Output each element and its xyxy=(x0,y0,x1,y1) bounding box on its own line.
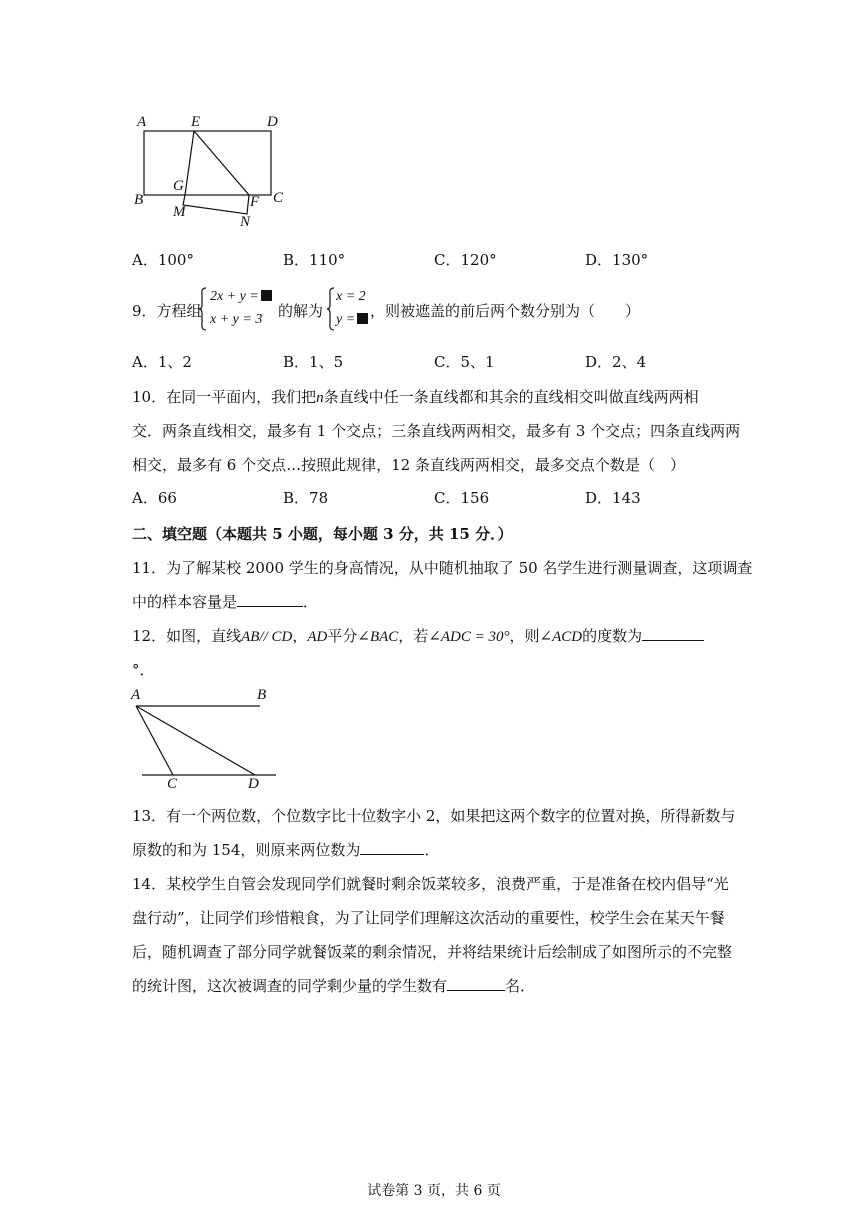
q14-line-3: 后，随机调查了部分同学就餐饭菜的剩余情况，并将结果统计后绘制成了如图所示的不完整 xyxy=(132,943,733,961)
masked-number-2 xyxy=(357,313,368,324)
q8-option-d: D．130° xyxy=(585,251,649,269)
q12-line-1: 12．如图，直线AB// CD，AD平分∠BAC，若∠ADC = 30°，则∠ACD的度数为 xyxy=(132,626,704,647)
q9-option-b: B．1、5 xyxy=(283,353,344,371)
label-M: M xyxy=(173,204,186,220)
q9-equation-2: x + y = 3 xyxy=(210,312,263,327)
q14-answer-blank[interactable] xyxy=(447,976,505,991)
q13-answer-blank[interactable] xyxy=(360,840,424,855)
fig2-label-B: B xyxy=(257,687,267,703)
label-N: N xyxy=(240,214,251,230)
left-brace-icon-2 xyxy=(326,287,336,331)
q12-line-2: °． xyxy=(132,661,155,679)
q8-option-a: A．100° xyxy=(132,251,194,269)
figure-parallel-lines xyxy=(128,698,288,788)
q10-line-3: 相交，最多有 6 个交点…按照此规律，12 条直线两两相交，最多交点个数是（ ） xyxy=(132,456,685,474)
q9-mid: 的解为 xyxy=(278,302,324,320)
fig2-label-C: C xyxy=(167,776,178,792)
q9-option-d: D．2、4 xyxy=(585,353,647,371)
label-G: G xyxy=(173,178,184,194)
q10-line-2: 交．两条直线相交，最多有 1 个交点；三条直线两两相交，最多有 3 个交点；四条直线两两 xyxy=(132,422,741,440)
page-footer: 试卷第 3 页，共 6 页 xyxy=(367,1183,501,1199)
fig2-label-D: D xyxy=(248,776,259,792)
q9-option-c: C．5、1 xyxy=(434,353,495,371)
label-D: D xyxy=(267,114,278,130)
masked-number-1 xyxy=(261,290,272,301)
q9-suffix: ，则被遮盖的前后两个数分别为（ ） xyxy=(370,302,641,320)
q12-answer-blank[interactable] xyxy=(642,626,704,641)
label-C: C xyxy=(273,190,284,206)
rectangle-abcd xyxy=(144,131,271,195)
label-F: F xyxy=(250,194,260,210)
q9-solution-2: y = xyxy=(336,311,368,329)
q10-option-a: A．66 xyxy=(132,489,177,507)
q9-option-a: A．1、2 xyxy=(132,353,192,371)
q9-equation-1: 2x + y = xyxy=(210,288,272,306)
q11-line-2: 中的样本容量是 ． xyxy=(132,593,319,611)
left-brace-icon xyxy=(198,287,208,331)
q11-answer-blank[interactable] xyxy=(237,592,303,607)
folded-part-egmnf xyxy=(183,131,249,214)
q10-option-d: D．143 xyxy=(585,489,641,507)
section-heading-fill-in: 二、填空题（本题共 5 小题，每小题 3 分，共 15 分．） xyxy=(132,525,513,543)
q13-line-2: 原数的和为 154，则原来两位数为 ． xyxy=(132,841,440,859)
label-E: E xyxy=(191,114,201,130)
q10-option-c: C．156 xyxy=(434,489,490,507)
q14-line-4: 的统计图，这次被调查的同学剩少量的学生数有 名． xyxy=(132,977,536,995)
q10-line-1: 10．在同一平面内，我们把n条直线中任一条直线都和其余的直线相交叫做直线两两相 xyxy=(132,388,699,406)
label-A: A xyxy=(137,114,147,130)
q9-prefix: 9．方程组 xyxy=(132,302,202,320)
q14-line-2: 盘行动”，让同学们珍惜粮食，为了让同学们理解这次活动的重要性，校学生会在某天午餐 xyxy=(132,909,725,927)
q14-line-1: 14．某校学生自管会发现同学们就餐时剩余饭菜较多，浪费严重，于是准备在校内倡导“光 xyxy=(132,875,729,893)
label-B: B xyxy=(134,192,144,208)
q8-option-b: B．110° xyxy=(283,251,346,269)
fig2-label-A: A xyxy=(131,687,141,703)
q11-line-1: 11．为了解某校 2000 学生的身高情况，从中随机抽取了 50 名学生进行测量调查，这项调查 xyxy=(132,559,753,577)
q10-option-b: B．78 xyxy=(283,489,329,507)
q8-option-c: C．120° xyxy=(434,251,497,269)
q13-line-1: 13．有一个两位数，个位数字比十位数字小 2，如果把这两个数字的位置对换，所得新数与 xyxy=(132,807,736,825)
q9-solution-1: x = 2 xyxy=(336,289,366,304)
